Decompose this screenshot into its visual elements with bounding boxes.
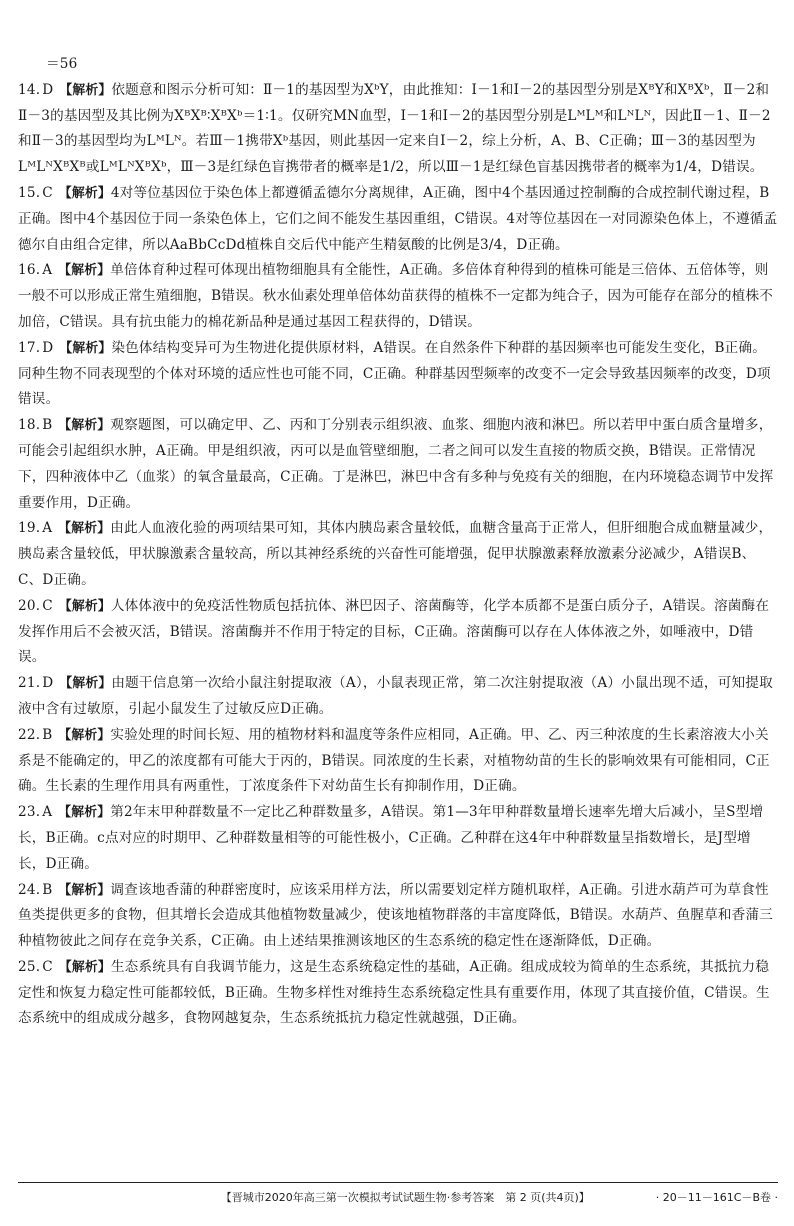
analysis-tag: 【解析】 [58,805,111,821]
answer-item [18,181,778,258]
answer-item [18,800,778,877]
answer-letter: A [42,804,53,821]
answer-item [18,516,778,593]
analysis-tag: 【解析】 [58,727,111,743]
analysis-tag: 【解析】 [58,959,111,975]
continued-line: ＝56 [46,56,78,72]
question-number: 24. [18,881,41,898]
analysis-text: 调查该地香蒲的种群密度时，应该采用样方法，所以需要划定样方随机取样，A正确。引进水葫芦可为草食性鱼类提供更多的食物，但其增长会造成其他植物数量减少，使该地植物群落的丰富度降低，B错误。水葫芦、鱼腥草和香蒲三种植物彼此之间存在竞争关系，C正确。由上述结果推测该地区的生态系统的稳定性在逐渐降低，D正确。 [18,881,774,950]
analysis-text: 由此人血液化验的两项结果可知，其体内胰岛素含量较低，血糖含量高于正常人，但肝细胞合成血糖量减少，胰岛素含量较低，甲状腺激素含量较高，所以其神经系统的兴奋性可能增强，促甲状腺激素释放激素分泌减少，A错误B、C、D正确。 [18,520,773,588]
question-number: 22. [18,726,41,743]
answer-item [18,594,778,671]
question-number: 17. [18,339,41,356]
answer-item [18,336,778,413]
analysis-tag: 【解析】 [59,340,112,356]
analysis-tag: 【解析】 [58,598,111,614]
analysis-text: 人体体液中的免疫活性物质包括抗体、淋巴因子、溶菌酶等，化学本质都不是蛋白质分子，A错误。溶菌酶在发挥作用后不会被灭活，B错误。溶菌酶并不作用于特定的目标，C正确。溶菌酶可以存在人体体液之外，如唾液中，D错误。 [18,597,770,666]
analysis-text: 生态系统具有自我调节能力，这是生态系统稳定性的基础，A正确。组成成较为简单的生态系统，其抵抗力稳定性和恢复力稳定性可能都较低，B正确。生物多样性对维持生态系统稳定性具有重要作用，体现了其直接价值，C错误。生态系统中的组成成分越多，食物网越复杂，生态系统抵抗力稳定性就越强，D正确。 [18,958,770,1027]
answer-content [18,52,778,1032]
answer-item [18,671,778,723]
answer-letter: C [42,958,53,975]
answer-item [18,955,778,1032]
analysis-text: 单倍体育种过程可体现出植物细胞具有全能性，A正确。多倍体育种得到的植株可能是三倍体、五倍体等，则一般不可以形成正常生殖细胞，B错误。秋水仙素处理单倍体幼苗获得的植株不一定都为纯合子，因为可能存在部分的植株不加倍，C错误。具有抗虫能力的棉花新品种是通过基因工程获得的，D错误。 [18,262,774,330]
answer-letter: A [42,262,53,279]
question-number: 15. [18,184,41,201]
analysis-text: 实验处理的时间长短、用的植物材料和温度等条件应相同，A正确。甲、乙、丙三种浓度的生长素溶液大小关系是不能确定的，甲乙的浓度都有可能大于丙的，B错误。同浓度的生长素，对植物幼苗的生长的影响效果有可能相同，C正确。生长素的生理作用具有两重性，丁浓度条件下对幼苗生长有抑制作用，D正确。 [18,726,770,795]
question-number: 20. [18,597,41,614]
analysis-text: 观察题图，可以确定甲、乙、丙和丁分别表示组织液、血浆、细胞内液和淋巴。所以若甲中蛋白质含量增多，可能会引起组织水肿，A正确。甲是组织液，丙可以是血管壁细胞，二者之间可以发生直接的物质交换，B错误。正常情况下，四种液体中乙（血浆）的氧含量最高，C正确。丁是淋巴，淋巴中含有多种与免疫有关的细胞，在内环境稳态调节中发挥重要作用，D正确。 [18,417,774,511]
question-number: 19. [18,520,41,537]
answer-item [18,258,778,335]
answer-item [18,78,778,181]
footer-title: 【晋城市2020年高三第一次模拟考试试题生物·参考答案 第 2 页(共4页)】 [220,1191,590,1204]
analysis-tag: 【解析】 [58,418,111,434]
question-number: 25. [18,958,41,975]
analysis-text: 依题意和图示分析可知：Ⅱ－1的基因型为XᵇY，由此推知：Ⅰ－1和Ⅰ－2的基因型分别是XᴮY和XᴮXᵇ，Ⅱ－2和Ⅱ－3的基因型及其比例为XᴮXᴮ∶XᴮXᵇ＝1∶1。仅研究MN血型，Ⅰ－1和Ⅰ－2的基因型分别是LᴹLᴹ和LᴺLᴺ，因此Ⅱ－1、Ⅱ－2和Ⅱ－3的基因型均为LᴹLᴺ。若Ⅲ－1携带Xᵇ基因，则此基因一定来自Ⅰ－2，综上分析，A、B、C正确；Ⅲ－3的基因型为LᴹLᴺXᴮXᴮ或LᴹLᴺXᴮXᵇ，Ⅲ－3是红绿色盲携带者的概率是1/2，所以Ⅲ－1是红绿色盲基因携带者的概率为1/4，D错误。 [18,81,771,176]
page-footer [18,1182,778,1205]
question-number: 14. [18,81,41,98]
answer-letter: B [42,881,53,898]
answer-letter: B [42,417,53,434]
analysis-tag: 【解析】 [58,263,111,279]
answer-letter: B [42,726,53,743]
answer-list [18,78,778,1032]
question-number: 23. [18,804,41,821]
analysis-tag: 【解析】 [58,521,111,537]
analysis-tag: 【解析】 [58,882,111,898]
analysis-text: 染色体结构变异可为生物进化提供原材料，A错误。在自然条件下种群的基因频率也可能发生变化，B正确。同种生物不同表现型的个体对环境的适应性也可能不同，C正确。种群基因型频率的改变不一定会导致基因频率的改变，D项错误。 [18,339,771,408]
analysis-text: 4对等位基因位于染色体上都遵循孟德尔分离规律，A正确，图中4个基因通过控制酶的合成控制代谢过程，B正确。图中4个基因位于同一条染色体上，它们之间不能发生基因重组，C错误。4对等位基因在一对同源染色体上，不遵循孟德尔自由组合定律，所以AaBbCcDd植株自交后代中能产生精氨酸的比例是3/4，D正确。 [18,184,778,253]
answer-letter: D [42,675,54,692]
analysis-text: 第2年末甲种群数量不一定比乙种群数量多，A错误。第1—3年甲种群数量增长速率先增大后减小，呈S型增长，B正确。c点对应的时期甲、乙种群数量相等的可能性极小，C正确。乙种群在这4年中种群数量呈指数增长，是J型增长，D正确。 [18,804,764,872]
analysis-tag: 【解析】 [58,185,111,201]
answer-item [18,413,778,516]
answer-letter: C [42,597,53,614]
answer-item [18,878,778,955]
question-number: 21. [18,675,41,692]
analysis-tag: 【解析】 [59,82,112,98]
question-number: 16. [18,262,41,279]
answer-item [18,723,778,800]
footer-code: · 20－11－161C－B卷 · [655,1191,778,1204]
analysis-text: 由题干信息第一次给小鼠注射提取液（A），小鼠表现正常，第二次注射提取液（A）小鼠出现不适，可知提取液中含有过敏原，引起小鼠发生了过敏反应D正确。 [18,675,773,717]
answer-letter: D [42,81,54,98]
answer-letter: D [42,339,54,356]
answer-letter: C [42,184,53,201]
analysis-tag: 【解析】 [59,676,112,692]
answer-letter: A [42,520,53,537]
question-number: 18. [18,417,41,434]
